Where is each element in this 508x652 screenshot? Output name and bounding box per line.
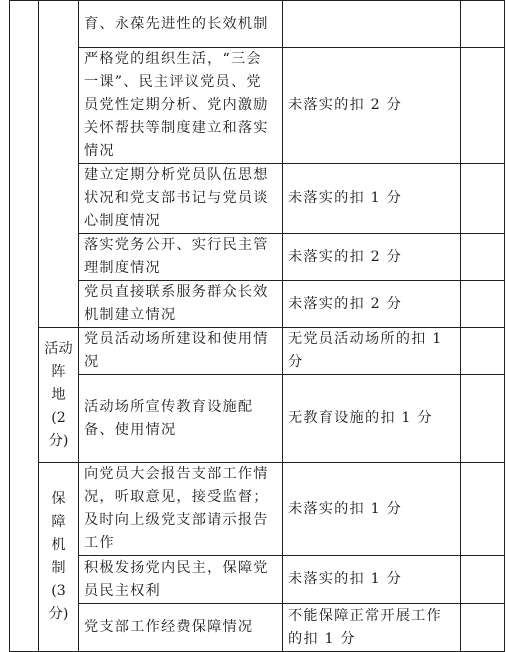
score-cell [461,375,505,463]
standard-cell: 未落实的扣 2 分 [283,234,461,281]
item-cell: 落实党务公开、实行民主管理制度情况 [79,234,283,281]
category-cell-continued [39,1,79,328]
item-cell: 建立定期分析党员队伍思想状况和党支部书记与党员谈心制度情况 [79,164,283,234]
table-row [10,164,505,234]
item-cell: 活动场所宣传教育设施配备、使用情况 [79,375,283,463]
category-cell [39,463,79,652]
table-row [10,463,505,556]
standard-cell: 未落实的扣 1 分 [283,556,461,604]
category-line: 机 [51,537,66,553]
category-line: 阵 [51,363,66,380]
table-row [10,556,505,604]
item-cell: 严格党的组织生活，“三会一课”、民主评议党员、党员党性定期分析、党内激励关怀帮扶等制度建立和落实情况 [79,48,283,164]
table-row [10,375,505,463]
table-row [10,234,505,281]
score-cell [461,234,505,281]
score-cell [461,1,505,48]
standard-cell [283,1,461,48]
category-line: 制 [51,560,66,576]
item-cell: 向党员大会报告支部工作情况，听取意见，接受监督；及时向上级党支部请示报告工作 [79,463,283,556]
score-cell [461,164,505,234]
standard-cell: 无党员活动场所的扣 1 分 [283,328,461,375]
item-cell: 育、永葆先进性的长效机制 [79,1,283,48]
standard-cell: 未落实的扣 2 分 [283,281,461,328]
table-row [10,1,505,48]
standard-cell: 无教育设施的扣 1 分 [283,375,461,463]
category-line: 地 [51,386,66,403]
assessment-table [9,0,505,652]
category-line: (2 [51,409,66,426]
category-line: (3 [51,583,66,599]
standard-cell: 不能保障正常开展工作的扣 1 分 [283,604,461,652]
item-cell: 积极发扬党内民主，保障党员民主权利 [79,556,283,604]
standard-cell: 未落实的扣 1 分 [283,164,461,234]
item-cell: 党员直接联系服务群众长效机制建立情况 [79,281,283,328]
category-line: 分) [48,606,69,622]
table-row [10,48,505,164]
item-cell: 党员活动场所建设和使用情况 [79,328,283,375]
table-row [10,328,505,375]
score-cell [461,556,505,604]
table-row [10,281,505,328]
category-cell [39,328,79,463]
standard-cell: 未落实的扣 2 分 [283,48,461,164]
item-cell: 党支部工作经费保障情况 [79,604,283,652]
score-cell [461,463,505,556]
category-line: 障 [51,514,66,530]
standard-cell: 未落实的扣 1 分 [283,463,461,556]
score-cell [461,281,505,328]
category-line: 分) [48,432,69,449]
category-line: 保 [51,491,66,507]
score-cell [461,48,505,164]
category-line: 活动 [44,340,73,357]
left-blank-column [10,1,39,652]
score-cell [461,328,505,375]
